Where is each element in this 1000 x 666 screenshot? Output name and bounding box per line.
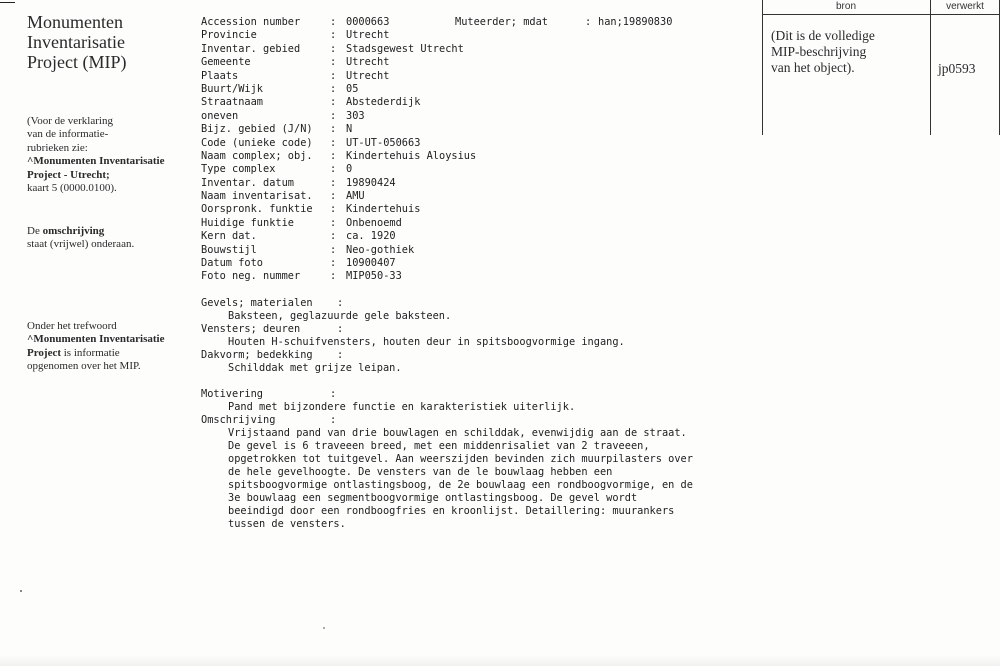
field-value: Abstederdijk bbox=[346, 96, 421, 109]
field-colon: : bbox=[330, 136, 337, 149]
description-line: Vrijstaand pand van drie bouwlagen en schilddak, evenwijdig aan de straat. bbox=[228, 427, 687, 439]
field-value: Onbenoemd bbox=[346, 216, 402, 229]
bron-line: van het object). bbox=[771, 60, 855, 75]
section-text-omschrijving bbox=[201, 427, 768, 531]
note-line: (Voor de verklaring bbox=[27, 115, 113, 127]
field-colon: : bbox=[330, 56, 337, 69]
field-label: Provincie bbox=[201, 29, 257, 42]
section-text-motivering: Pand met bijzondere functie en karakteristiek uiterlijk. bbox=[228, 401, 576, 413]
reference-bold: ^Monumenten Inventarisatie bbox=[27, 155, 165, 168]
field-value: 05 bbox=[346, 82, 359, 95]
field-label: Buurt/Wijk bbox=[201, 82, 263, 95]
description-line: beeindigd door een rondboogfries en kroonlijst. Detaillering: muurankers bbox=[228, 505, 675, 517]
field-label: Bouwstijl bbox=[201, 243, 257, 256]
bron-line: MIP-beschrijving bbox=[771, 44, 867, 59]
scan-speck bbox=[20, 590, 22, 592]
field-label: Naam complex; obj. bbox=[201, 149, 313, 162]
title-line: Project (MIP) bbox=[27, 52, 127, 72]
field-value: 303 bbox=[346, 109, 365, 122]
field-label: Gemeente bbox=[201, 56, 251, 69]
field-colon: : bbox=[330, 190, 337, 203]
field-value: ca. 1920 bbox=[346, 230, 396, 243]
section-heading-gevels bbox=[201, 297, 768, 310]
field-value: Kindertehuis Aloysius bbox=[346, 149, 477, 162]
section-label: Gevels; materialen bbox=[201, 297, 313, 309]
field-label: Code (unieke code) bbox=[201, 136, 313, 149]
field-value: Utrecht bbox=[346, 29, 390, 42]
source-table bbox=[762, 0, 1000, 135]
sidebar-title bbox=[27, 12, 177, 72]
field-colon: : bbox=[330, 149, 337, 162]
field-value: Kindertehuis bbox=[346, 203, 421, 216]
note-line bbox=[27, 155, 187, 168]
note-line bbox=[27, 347, 187, 360]
field-label: Straatnaam bbox=[201, 96, 263, 109]
field-label: Plaats bbox=[201, 69, 239, 82]
section-label: Omschrijving bbox=[201, 414, 276, 426]
table-divider bbox=[762, 0, 763, 135]
field-label: Accession number bbox=[201, 16, 301, 28]
title-line: Inventarisatie bbox=[27, 32, 125, 52]
note-line: rubrieken zie: bbox=[27, 141, 88, 154]
field-value: 0000663 bbox=[346, 16, 390, 28]
field-label: Datum foto bbox=[201, 257, 263, 270]
field-colon: : bbox=[330, 243, 337, 256]
section-label: Motivering bbox=[201, 388, 263, 400]
field-colon: : bbox=[330, 109, 337, 122]
section-colon: : bbox=[330, 388, 337, 400]
field-label: Bijz. gebied (J/N) bbox=[201, 123, 313, 136]
field-colon: : bbox=[330, 42, 337, 55]
field-label: oneven bbox=[201, 109, 239, 122]
field-label: Naam inventarisat. bbox=[201, 190, 313, 203]
description-line: tussen de vensters. bbox=[228, 518, 346, 530]
note-line: opgenomen over het MIP. bbox=[27, 360, 141, 373]
note-text: is informatie bbox=[61, 346, 120, 359]
field-colon: : bbox=[330, 82, 337, 95]
description-line: opgetrokken tot tuitgevel. Aan weerszijden bevinden zich muurpilasters over bbox=[228, 453, 693, 465]
field-label: Huidige funktie bbox=[201, 216, 294, 229]
field-value: AMU bbox=[346, 190, 365, 203]
explanation-note bbox=[27, 115, 187, 195]
section-colon: : bbox=[337, 323, 344, 335]
field-colon: : bbox=[330, 29, 337, 42]
field-value: Utrecht bbox=[346, 69, 390, 82]
keyword-note bbox=[27, 320, 187, 374]
note-line: staat (vrijwel) onderaan. bbox=[27, 238, 135, 251]
field-colon: : bbox=[330, 270, 337, 283]
section-heading-vensters bbox=[201, 323, 768, 336]
description-line: spitsboogvormige ontlastingsboog, de 2e bouwlaag een rondboogvormige, en de bbox=[228, 479, 693, 491]
description-note bbox=[27, 225, 187, 252]
field-value: 19890424 bbox=[346, 176, 396, 189]
header-verwerkt: verwerkt bbox=[946, 1, 984, 12]
description-sections bbox=[201, 297, 768, 531]
note-line bbox=[27, 225, 187, 238]
note-bold: ^Monumenten Inventarisatie bbox=[27, 333, 165, 346]
field-value: 10900407 bbox=[346, 257, 396, 270]
bron-cell bbox=[771, 28, 921, 76]
note-line: kaart 5 (0000.0100). bbox=[27, 182, 117, 195]
field-value: Stadsgewest Utrecht bbox=[346, 42, 464, 55]
section-colon: : bbox=[337, 297, 344, 309]
field-label: Inventar. gebied bbox=[201, 42, 301, 55]
scan-speck bbox=[323, 627, 325, 629]
field-label: Oorspronk. funktie bbox=[201, 203, 313, 216]
field-colon: : bbox=[330, 216, 337, 229]
section-heading-omschrijving bbox=[201, 414, 768, 427]
field-label: Foto neg. nummer bbox=[201, 270, 301, 283]
section-colon: : bbox=[330, 414, 337, 426]
section-text-gevels: Baksteen, geglazuurde gele baksteen. bbox=[228, 310, 452, 322]
header-bron: bron bbox=[835, 1, 856, 12]
description-line: De gevel is 6 traveeen breed, met een middenrisaliet van 2 traveeen, bbox=[228, 440, 650, 452]
field-colon: : bbox=[330, 230, 337, 243]
section-label: Dakvorm; bedekking bbox=[201, 349, 313, 361]
scan-edge bbox=[0, 655, 1000, 666]
note-line bbox=[27, 333, 187, 346]
title-line: Monumenten bbox=[27, 12, 123, 32]
field-label: Type complex bbox=[201, 163, 276, 176]
field-colon: : bbox=[330, 257, 337, 270]
note-line: Onder het trefwoord bbox=[27, 320, 117, 332]
verwerkt-cell: jp0593 bbox=[938, 61, 976, 76]
mutation-value: han;19890830 bbox=[598, 16, 673, 28]
note-line bbox=[27, 169, 187, 182]
section-heading-motivering bbox=[201, 388, 768, 401]
field-value: 0 bbox=[346, 163, 353, 176]
note-bold: Project bbox=[27, 346, 61, 359]
field-colon: : bbox=[330, 16, 337, 28]
field-colon: : bbox=[330, 123, 337, 136]
field-value: Utrecht bbox=[346, 56, 390, 69]
description-line: 3e bouwlaag een segmentboogvormige ontlastingsboog. De gevel wordt bbox=[228, 492, 638, 504]
field-colon: : bbox=[330, 96, 337, 109]
mutation-label: Muteerder; mdat bbox=[455, 16, 548, 28]
section-label: Vensters; deuren bbox=[201, 323, 301, 335]
note-line: van de informatie- bbox=[27, 128, 109, 141]
description-line: de hele gevelhoogte. De vensters van de le bouwlaag hebben een bbox=[228, 466, 613, 478]
field-colon: : bbox=[330, 176, 337, 189]
table-divider bbox=[930, 0, 931, 135]
field-label: Inventar. datum bbox=[201, 176, 294, 189]
corner-mark bbox=[0, 2, 15, 3]
field-colon: : bbox=[330, 203, 337, 216]
field-value: N bbox=[346, 123, 353, 136]
table-header-row bbox=[762, 0, 1000, 15]
note-text: De bbox=[27, 225, 43, 237]
mutation-colon: : bbox=[585, 16, 592, 28]
note-bold: omschrijving bbox=[42, 225, 105, 237]
field-label: Kern dat. bbox=[201, 230, 257, 243]
field-value: MIP050-33 bbox=[346, 270, 402, 283]
reference-bold: Project - Utrecht; bbox=[27, 168, 110, 181]
section-text-dakvorm: Schilddak met grijze leipan. bbox=[228, 362, 402, 374]
bron-line: (Dit is de volledige bbox=[771, 28, 875, 43]
field-value: Neo-gothiek bbox=[346, 243, 415, 256]
field-value: UT-UT-050663 bbox=[346, 136, 421, 149]
section-text-vensters: Houten H-schuifvensters, houten deur in spitsboogvormige ingang. bbox=[228, 336, 625, 348]
field-colon: : bbox=[330, 69, 337, 82]
section-colon: : bbox=[337, 349, 344, 361]
field-colon: : bbox=[330, 163, 337, 176]
section-heading-dakvorm bbox=[201, 349, 768, 362]
